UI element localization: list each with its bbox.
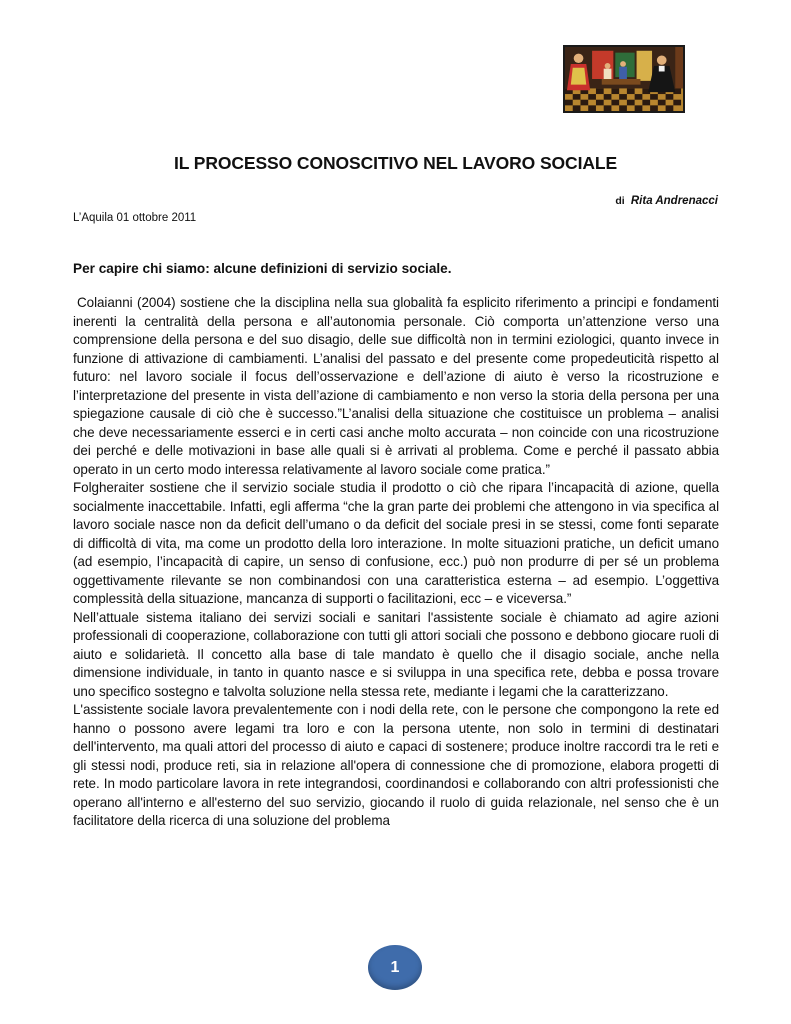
page-number-badge — [368, 945, 422, 990]
place-date: L’Aquila 01 ottobre 2011 — [73, 212, 197, 224]
paragraph-sistema-italiano: Nell’attuale sistema italiano dei servizi sociali e sanitari l'assistente sociale è chiamato ad agire azioni professionali di cooperazione, collaborazione con tutti gli attori sociali che possono e debbono giocare ruoli di aiuto e solidarietà. Il concetto alla base di tale mandato è quello che il disagio sociale, anche nella dimensione individuale, in tanto in quanto nasce e si sviluppa in una specifica rete, debba e possa trovare uno specifico sostegno e talvolta soluzione nella stessa rete, mediante i legami che la caratterizzano. — [73, 609, 719, 699]
paragraph-assistente-sociale: L'assistente sociale lavora prevalentemente con i nodi della rete, con le persone che compongono la rete ed hanno o possono avere legami tra loro e con la persona utente, non solo in termini di destinatari dell'intervento, ma quali attori del processo di aiuto e capaci di sostenere; produce inoltre raccordi tra le reti e gli stessi nodi, produce reti, sia in relazione all'opera di connessione che di promozione, elabora progetti di rete. In modo particolare lavora in rete integrandosi, coordinandosi e collaborando con altri professionisti che operano all'interno e all'esterno del suo servizio, giocando il ruolo di guida relazionale, nel senso che è un facilitatore della ricerca di una soluzione del problema — [73, 702, 719, 828]
author-name: Rita Andrenacci — [630, 195, 718, 207]
paragraph-folgheraiter: Folgheraiter sostiene che il servizio sociale studia il prodotto o ciò che ripara l’incapacità di azione, quella socialmente inaccettabile. Infatti, egli afferma “che la gran parte dei problemi che attengono in via specifica al lavoro sociale nasce non da deficit dell’umano o da deficit del sociale presi in se stessi, come fonti separate di difficoltà di vita, ma come un prodotto della loro interazione. In molte situazioni pratiche, un deficit umano (ad esempio, l’incapacità di capire, un senso di confusione, ecc.) può non produrre di per sé un problema oggettivamente rilevante se non combinandosi con una caratteristica esterna – ad esempio. L’oggettiva complessità della situazione, mancanza di supporti o facilitazioni, ecc – e viceversa.” — [73, 480, 719, 606]
byline-prefix: di — [615, 195, 625, 207]
page-number: 1 — [390, 958, 400, 976]
header-painting-image — [563, 45, 685, 113]
document-title: IL PROCESSO CONOSCITIVO NEL LAVORO SOCIALE — [173, 153, 618, 173]
byline — [615, 195, 718, 207]
paragraph-colaianni: Colaianni (2004) sostiene che la disciplina nella sua globalità fa esplicito riferimento a principi e fondamenti inerenti la centralità della persona e all’autonomia personale. Ciò comporta un’attenzione verso una comprensione della persona e del suo disagio, delle sue difficoltà non in termini eziologici, quanto invece in funzione di attivazione di cambiamenti. L’analisi del passato e del presente come propedeuticità rispetto al futuro: nel lavoro sociale il focus dell’osservazione e dell’azione di aiuto è verso la ricostruzione e l’interpretazione del presente in vista dell’azione di cambiamento e non verso la storia della persona per una spiegazione causale di ciò che è successo.”L’analisi della situazione che costituisce un problema – analisi che deve necessariamente esserci e in certi casi anche molto accurata – non coincide con una ricostruzione dei perché e delle motivazioni in base alle quali si è arrivati al problema. Come e perché il passato abbia operato in un certo modo interessa relativamente al lavoro sociale come pratica.” — [73, 295, 719, 477]
body-text — [73, 294, 719, 831]
painting-icon — [565, 47, 683, 111]
section-heading: Per capire chi siamo: alcune definizioni di servizio sociale. — [73, 261, 452, 276]
